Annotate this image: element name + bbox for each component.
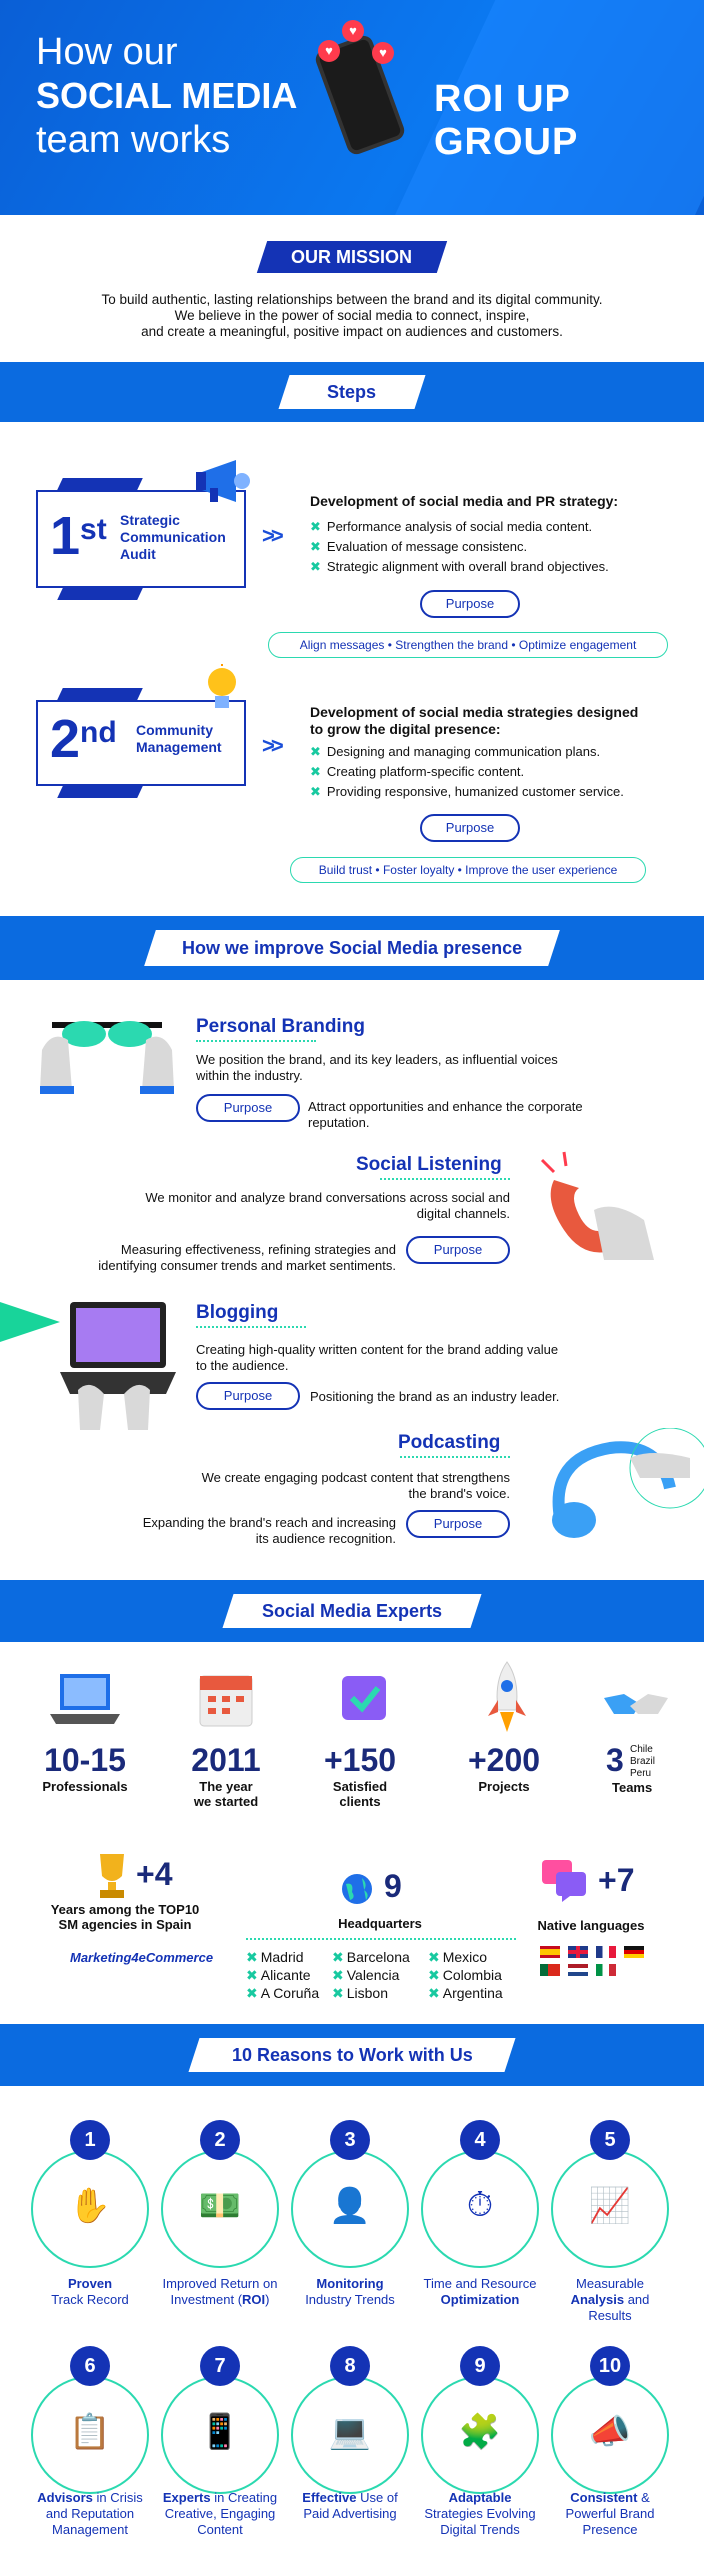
branding-underline [196,1040,316,1042]
hq-label: Headquarters [338,1916,422,1931]
stat-projects-num: +200 [467,1742,541,1778]
glasses-hands-illustration [32,1010,182,1100]
mission-heading: OUR MISSION [257,241,447,273]
city-item: ✖ A Coruña [246,1985,320,2001]
reason-label: Effective Use of Paid Advertising [302,2490,398,2521]
branding-purpose-line2: reputation. [308,1115,370,1130]
country-peru: Peru [630,1768,652,1779]
podcasting-underline [400,1456,510,1458]
lightbulb-icon [204,664,240,714]
step1-label-line2: Communication [120,529,226,545]
hq-num: 9 [384,1868,402,1904]
step1-list [310,517,609,577]
check-icon: ✖ [310,764,321,779]
flag-italy-icon [596,1964,616,1976]
listening-title: Social Listening [356,1154,502,1175]
rocket-icon [484,1660,530,1736]
branding-desc-line2: within the industry. [196,1068,303,1083]
mission-line1: To build authentic, lasting relationships between the brand and its digital community. [101,292,603,307]
branding-purpose-button: Purpose [196,1094,300,1122]
check-icon: ✖ [310,784,321,799]
city-item: ✖ Colombia [428,1967,502,1983]
handshake-icon [604,1684,668,1724]
laptop-illustration [0,1294,180,1434]
listening-desc [40,1190,510,1222]
podcasting-title: Podcasting [398,1432,501,1453]
reasons-row2 [0,2336,704,2516]
heart-icon: ♥ [372,42,394,64]
calendar-icon [196,1666,256,1730]
stat-clients [300,1742,420,1809]
check-icon: ✖ [310,559,321,574]
stat-year-num: 2011 [191,1742,261,1778]
step1-label-line1: Strategic [120,512,180,528]
check-icon: ✖ [310,744,321,759]
branding-title: Personal Branding [196,1016,365,1037]
step2-title-line1: Development of social media strategies designed [310,704,639,720]
languages-num: +7 [598,1862,635,1898]
step1-bar-top [57,478,143,490]
branding-desc-line1: We position the brand, and its key leaders, as influential voices [196,1052,558,1067]
puzzle-icon: 🧩 [458,2413,502,2451]
heart-icon: ♥ [342,20,364,42]
step1-label-line3: Audit [120,546,156,562]
globe-icon [340,1872,374,1906]
city-item: ✖ Valencia [332,1967,400,1983]
checkbox-icon [336,1670,392,1730]
step2-label-line1: Community [136,722,213,738]
languages-label: Native languages [537,1918,645,1933]
stat-projects-label: Projects [478,1779,530,1794]
reason-label: Proven Track Record [51,2276,129,2307]
step2-list-item: ✖ Designing and managing communication plans. [310,744,601,759]
header-title-line2: SOCIAL MEDIA [36,75,298,116]
check-icon: ✖ [246,1985,258,2001]
flag-spain-icon [540,1946,560,1958]
chevron-right-icon: >> [262,523,280,548]
heart-icon: ♥ [318,40,340,62]
stat-clients-label1: Satisfied [332,1779,388,1794]
reason-number: 2 [200,2120,240,2160]
podcasting-purpose-line2: its audience recognition. [255,1531,396,1546]
branding-purpose-text [308,1099,583,1131]
experts-heading: Social Media Experts [222,1594,481,1628]
listening-purpose-text [40,1242,396,1274]
listening-desc-line1: We monitor and analyze brand conversations across social and [145,1190,510,1205]
reason-number: 5 [590,2120,630,2160]
flag-france-icon [596,1946,616,1958]
clipboard-icon: 📋 [68,2413,112,2451]
step2-label [136,722,222,756]
check-icon: ✖ [332,1985,344,2001]
country-chile: Chile [630,1744,653,1755]
step2-bar-bottom [57,786,143,798]
listening-purpose-button: Purpose [406,1236,510,1264]
header-title-line1: How our [36,31,178,73]
clock-icon: ⏱ [466,2186,494,2224]
mission-line2: We believe in the power of social media to connect, inspire, [174,308,530,323]
city-item: ✖ Lisbon [332,1985,388,2001]
reason-number: 7 [200,2346,240,2386]
listening-purpose-line1: Measuring effectiveness, refining strategies and [120,1242,396,1257]
chevron-right-icon: >> [262,733,280,758]
check-icon: ✖ [428,1949,440,1965]
branding-purpose-line1: Attract opportunities and enhance the corporate [308,1099,583,1114]
step1-ordinal [50,505,107,567]
country-brazil: Brazil [630,1756,656,1767]
stat-projects [444,1742,564,1794]
stat-professionals-label: Professionals [42,1779,128,1794]
step2-title-line2: to grow the digital presence: [310,721,501,737]
top10-label-line1: Years among the TOP10 [50,1902,200,1917]
reason-number: 6 [70,2346,110,2386]
step1-list-item: ✖ Performance analysis of social media content. [310,519,593,534]
reason-label: Advisors in Crisis and Reputation Management [37,2490,143,2537]
top10-num: +4 [136,1856,173,1892]
flag-portugal-icon [540,1964,560,1976]
stat-teams-num: 3 [606,1742,624,1778]
hq-divider [246,1938,516,1940]
top10-label-line2: SM agencies in Spain [58,1917,192,1932]
phone-heart-icon: 📱 [198,2413,242,2451]
stat-year-label2: we started [193,1794,259,1809]
podcasting-purpose-text [40,1515,396,1547]
mission-text [20,292,684,340]
listening-desc-line2: digital channels. [416,1206,510,1221]
stat-teams-countries [630,1744,655,1780]
blogging-desc [196,1342,558,1374]
reason-label: Consistent & Powerful Brand Presence [565,2490,655,2537]
step2-purpose-button: Purpose [420,814,520,842]
city-item: ✖ Alicante [246,1967,311,1983]
flags-grid [540,1946,650,1976]
step2-title [310,704,638,738]
check-icon: ✖ [310,539,321,554]
podcasting-purpose-button: Purpose [406,1510,510,1538]
header-banner [0,0,704,215]
blogging-title: Blogging [196,1302,279,1323]
reason-label: Improved Return on Investment (ROI) [162,2276,278,2307]
check-icon: ✖ [332,1949,344,1965]
listening-purpose-line2: identifying consumer trends and market sentiments. [98,1258,396,1273]
step1-bar-bottom [57,588,143,600]
branding-desc [196,1052,558,1084]
marketing4ecommerce-logo: Marketing4eCommerce [70,1950,214,1965]
podcasting-desc-line1: We create engaging podcast content that strengthens [201,1470,510,1485]
blogging-desc-line2: to the audience. [196,1358,289,1373]
podcasting-desc [40,1470,510,1502]
search-head-icon: 👤 [328,2187,372,2225]
city-item: ✖ Barcelona [332,1949,410,1965]
step1-purpose-button: Purpose [420,590,520,618]
step2-list [310,742,624,802]
blogging-desc-line1: Creating high-quality written content for the brand adding value [196,1342,559,1357]
reason-label: Experts in Creating Creative, Engaging Content [162,2490,278,2537]
stat-clients-num: +150 [323,1742,397,1778]
step2-ordinal-num: 2 [50,709,81,769]
step2-purpose-pill: Build trust • Foster loyalty • Improve the user experience [290,857,646,883]
flag-uk-icon [568,1946,588,1958]
reason-number: 8 [330,2346,370,2386]
check-icon: ✖ [428,1985,440,2001]
step1-purpose-pill: Align messages • Strengthen the brand • Optimize engagement [268,632,668,658]
check-icon: ✖ [310,519,321,534]
megaphone-icon: 📣 [588,2413,632,2451]
phone-handset-illustration [534,1150,664,1270]
stat-professionals [20,1742,150,1794]
reason-number: 9 [460,2346,500,2386]
laptop-money-icon: 💻 [328,2413,372,2451]
reason-number: 10 [590,2346,630,2386]
reasons-heading: 10 Reasons to Work with Us [188,2038,515,2072]
step1-title: Development of social media and PR strategy: [310,493,619,509]
flag-germany-icon [624,1946,644,1958]
trophy-icon [92,1852,132,1900]
stat-professionals-num: 10-15 [44,1742,126,1778]
step2-ordinal [50,708,117,770]
header-title-line3: team works [36,119,231,161]
city-item: ✖ Mexico [428,1949,488,1965]
blogging-underline [196,1326,306,1328]
step2-label-line2: Management [136,739,222,755]
city-item: ✖ Madrid [246,1949,304,1965]
step2-bar-top [57,688,143,700]
step1-list-item: ✖ Evaluation of message consistenc. [310,539,528,554]
podcasting-purpose-line1: Expanding the brand's reach and increasing [142,1515,396,1530]
reason-label: Time and Resource Optimization [423,2276,537,2307]
money-return-icon: 💵 [198,2187,242,2225]
check-icon: ✖ [246,1967,258,1983]
improve-heading: How we improve Social Media presence [144,930,560,966]
chat-languages-icon [540,1858,590,1902]
step1-ordinal-suffix: st [80,513,107,546]
reason-number: 4 [460,2120,500,2160]
podcasting-desc-line2: the brand's voice. [408,1486,510,1501]
listening-underline [380,1178,510,1180]
stat-clients-label2: clients [339,1794,381,1809]
bar-chart-icon: 📈 [588,2187,632,2225]
blogging-purpose-button: Purpose [196,1382,300,1410]
step1-ordinal-num: 1 [50,506,81,566]
check-icon: ✖ [332,1967,344,1983]
stat-year-label1: The year [199,1779,253,1794]
top10-label [40,1902,210,1932]
check-icon: ✖ [428,1967,440,1983]
steps-heading: Steps [278,375,425,409]
brand-logo: ROI UP GROUP [434,78,579,163]
step1-label [120,512,226,563]
header-title [36,30,297,162]
reason-label: Measurable Analysis and Results [570,2276,650,2323]
flag-netherlands-icon [568,1964,588,1976]
reason-label: Monitoring Industry Trends [305,2276,395,2307]
stat-year [166,1742,286,1809]
reason-label: Adaptable Strategies Evolving Digital Trends [424,2490,536,2537]
reason-number: 3 [330,2120,370,2160]
laptop-icon [50,1670,120,1730]
reason-number: 1 [70,2120,110,2160]
headphones-illustration [540,1428,704,1548]
hand-check-icon: ✋ [68,2187,112,2225]
city-item: ✖ Argentina [428,1985,503,2001]
megaphone-icon [196,458,260,504]
stat-teams-label: Teams [612,1780,653,1795]
mission-line3: and create a meaningful, positive impact on audiences and customers. [141,324,563,339]
step1-list-item: ✖ Strategic alignment with overall brand objectives. [310,559,609,574]
check-icon: ✖ [246,1949,258,1965]
step2-list-item: ✖ Creating platform-specific content. [310,764,525,779]
blogging-purpose-text: Positioning the brand as an industry leader. [310,1389,560,1404]
step2-ordinal-suffix: nd [80,716,117,749]
hq-cities [246,1948,526,2002]
step2-list-item: ✖ Providing responsive, humanized customer service. [310,784,624,799]
